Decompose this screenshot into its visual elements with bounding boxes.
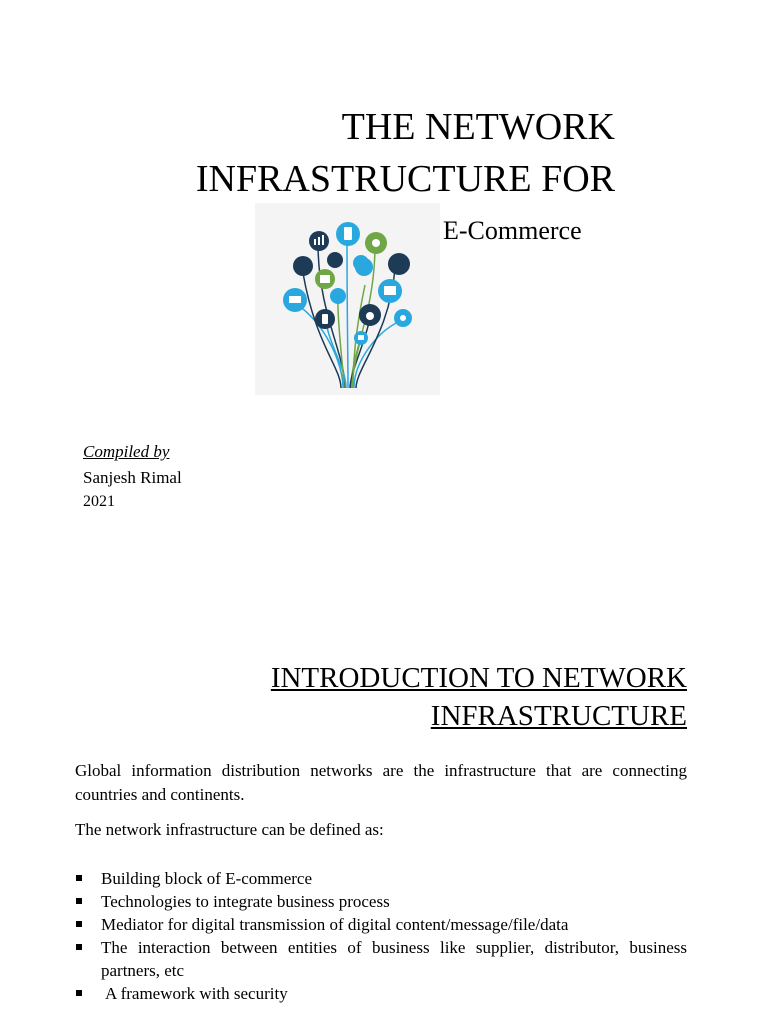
bullet-square-icon [76, 875, 82, 881]
title-line-2: INFRASTRUCTURE FOR [195, 158, 615, 200]
bullet-square-icon [76, 921, 82, 927]
list-item [75, 913, 687, 936]
year: 2021 [83, 493, 115, 510]
list-item-text: Mediator for digital transmission of digital content/message/file/data [101, 915, 569, 934]
list-item [75, 867, 687, 890]
bullet-square-icon [76, 944, 82, 950]
section-heading-line-2: INFRASTRUCTURE [430, 700, 687, 732]
list-item [75, 890, 687, 913]
section-heading-line-1: INTRODUCTION TO NETWORK [270, 662, 687, 694]
list-item [75, 982, 687, 1005]
list-item-text: Technologies to integrate business process [101, 892, 390, 911]
definition-list [75, 867, 687, 1005]
definition-lead-in: The network infrastructure can be defined as: [75, 820, 384, 839]
intro-paragraph: Global information distribution networks are the infrastructure that are connecting countries and continents. [75, 761, 687, 804]
list-item-text: A framework with security [105, 984, 288, 1003]
list-item-text: Building block of E-commerce [101, 869, 313, 888]
title-line-1: THE NETWORK [341, 106, 615, 148]
bullet-square-icon [76, 898, 82, 904]
author-name: Sanjesh Rimal [83, 468, 182, 487]
compiled-by-label: Compiled by [83, 442, 170, 461]
bullet-square-icon [76, 990, 82, 996]
subtitle: E-Commerce [443, 216, 582, 245]
network-tree-illustration [255, 203, 440, 395]
list-item-text: The interaction between entities of business like supplier, distributor, business partners, etc [101, 938, 687, 980]
list-item [75, 936, 687, 982]
